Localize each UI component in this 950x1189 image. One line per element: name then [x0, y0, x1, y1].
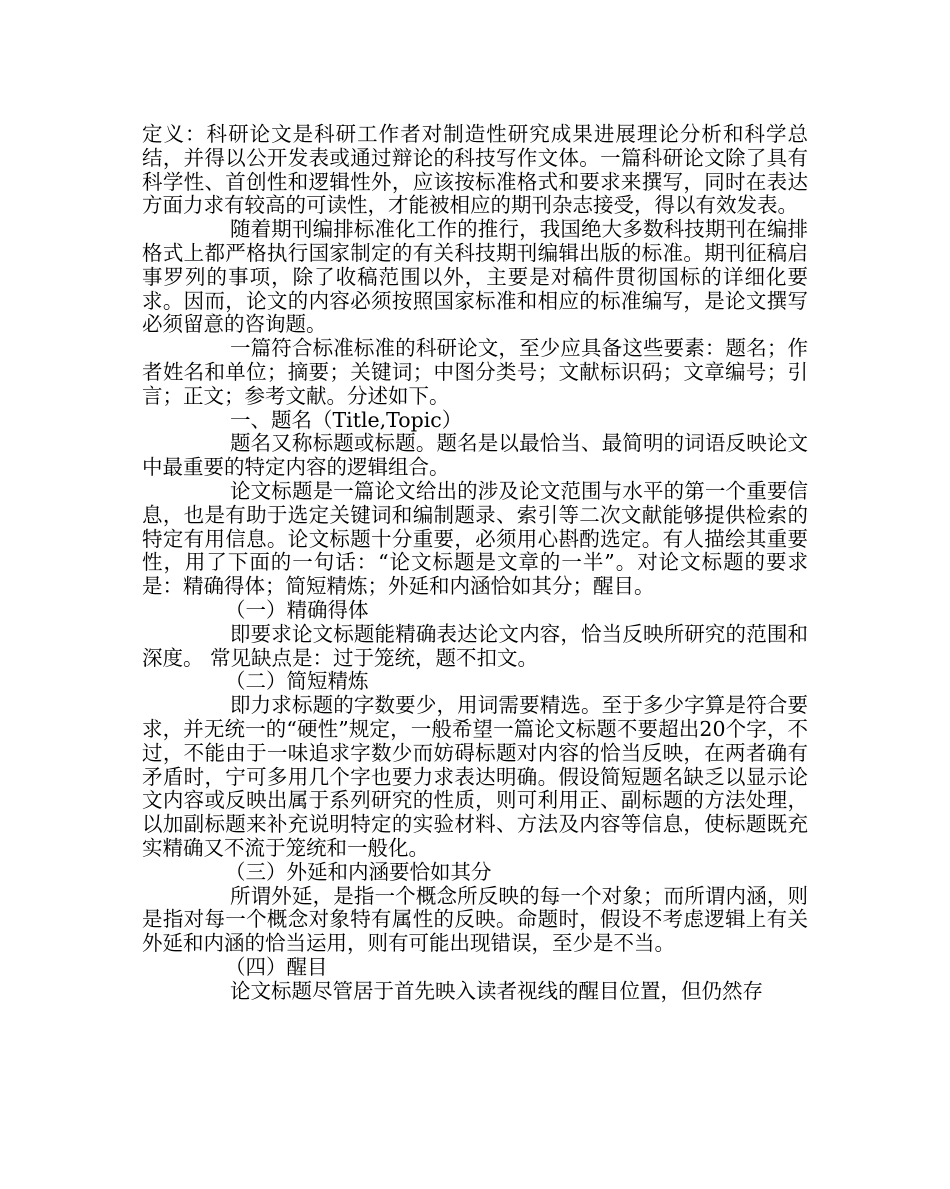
subheading-eye-catching: （四）醒目 [225, 954, 328, 979]
body-text [142, 123, 808, 1003]
paragraph-eye-catching: 论文标题尽管居于首先映入读者视线的醒目位置，但仍然存 [230, 978, 763, 1003]
section-heading-title: 一、题名（Title,Topic） [230, 407, 463, 432]
subheading-accurate: （一）精确得体 [225, 597, 369, 622]
paragraph-standardization: 随着期刊编排标准化工作的推行，我国绝大多数科技期刊在编排格式上都严格执行国家制定的有关科技期刊编辑出版的标准。期刊征稿启事罗列的事项，除了收稿范围以外，主要是对稿件贯彻国标的详细化要求。因而，论文的内容必须按照国家标准和相应的标准编写，是论文撰写必须留意的咨询题。 [142, 217, 808, 337]
paragraph-elements: 一篇符合标准标准的科研论文，至少应具备这些要素：题名；作者姓名和单位；摘要；关键词；中图分类号；文献标识码；文章编号；引言；正文；参考文献。分述如下。 [142, 336, 808, 408]
paragraph-title-importance: 论文标题是一篇论文给出的涉及论文范围与水平的第一个重要信息，也是有助于选定关键词和编制题录、索引等二次文献能够提供检索的特定有用信息。论文标题十分重要，必须用心斟酌选定。有人描绘其重要性，用了下面的一句话：“论文标题是文章的一半”。对论文标题的要求是：精确得体；简短精炼；外延和内涵恰如其分；醒目。 [142, 478, 808, 599]
paragraph-title-definition: 题名又称标题或标题。题名是以最恰当、最简明的词语反映论文中最重要的特定内容的逻辑组合。 [142, 431, 808, 480]
subheading-extension-intension: （三）外延和内涵要恰如其分 [225, 859, 492, 884]
paragraph-accurate: 即要求论文标题能精确表达论文内容，恰当反映所研究的范围和深度。 常见缺点是：过于笼统，题不扣文。 [142, 621, 808, 670]
paragraph-definition: 定义：科研论文是科研工作者对制造性研究成果进展理论分析和科学总结，并得以公开发表或通过辩论的科技写作文体。一篇科研论文除了具有科学性、首创性和逻辑性外，应该按标准格式和要求来撰写，同时在表达方面力求有较高的可读性，才能被相应的期刊杂志接受，得以有效发表。 [142, 122, 808, 218]
paragraph-concise: 即力求标题的字数要少，用词需要精选。至于多少字算是符合要求，并无统一的“硬性”规定，一般希望一篇论文标题不要超出20个字，不过，不能由于一味追求字数少而妨碍标题对内容的恰当反映，在两者确有矛盾时，宁可多用几个字也要力求表达明确。假设简短题名缺乏以显示论文内容或反映出属于系列研究的性质，则可利用正、副标题的方法处理，以加副标题来补充说明特定的实验材料、方法及内容等信息，使标题既充实精确又不流于笼统和一般化。 [142, 693, 808, 860]
paragraph-extension-intension: 所谓外延，是指一个概念所反映的每一个对象；而所谓内涵，则是指对每一个概念对象特有属性的反映。命题时，假设不考虑逻辑上有关外延和内涵的恰当运用，则有可能出现错误，至少是不当。 [142, 883, 808, 956]
subheading-concise: （二）简短精炼 [225, 669, 369, 694]
